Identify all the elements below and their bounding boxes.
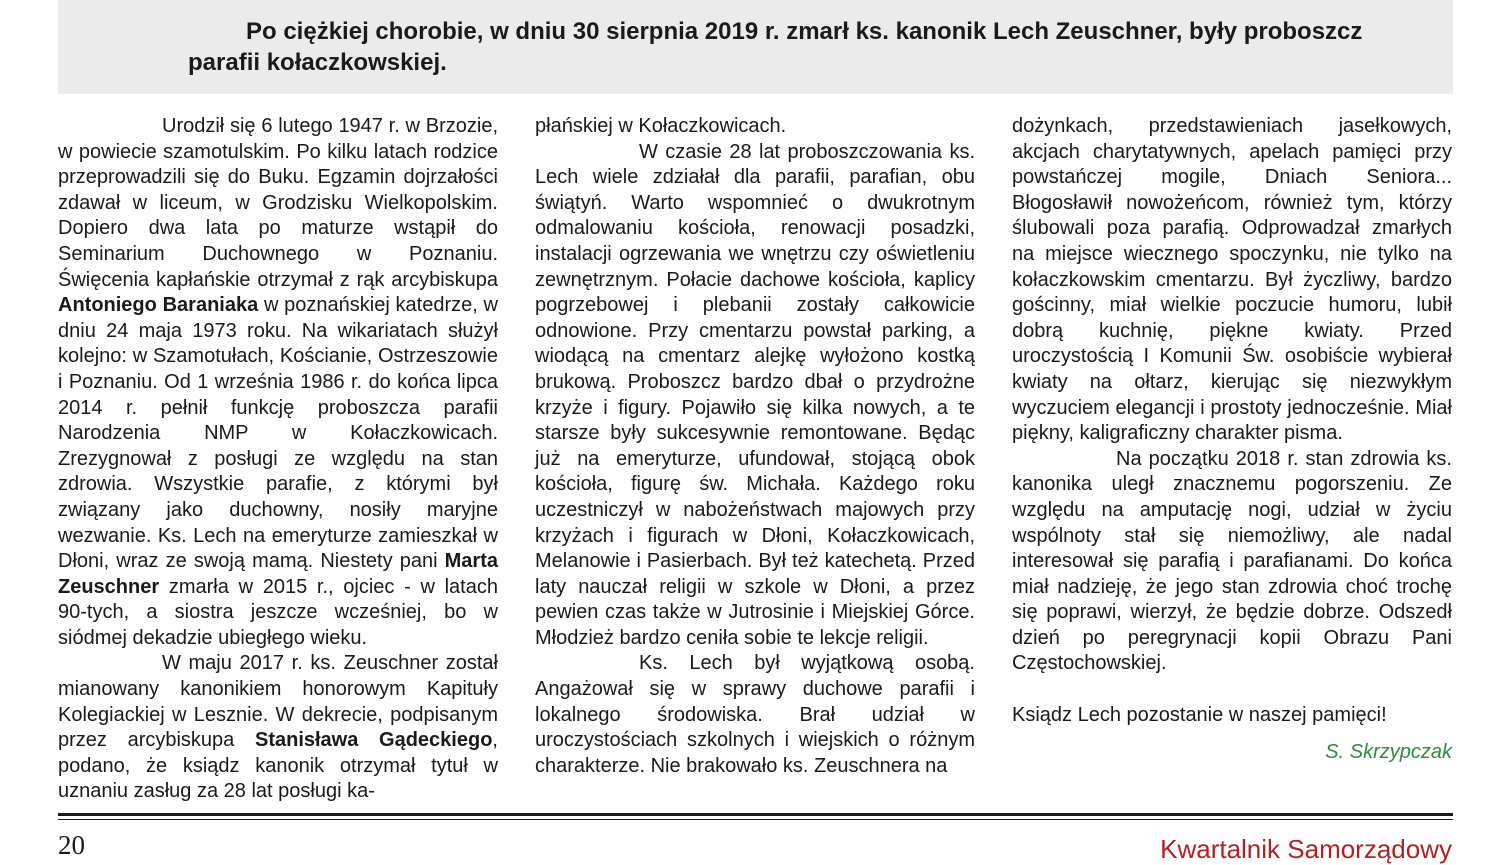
paragraph-continuation: płańskiej w Kołaczkowicach. [535, 115, 787, 137]
paragraph-continuation: dożynkach, przedstawieniach jasełkowych, akcjach charytatywnych, apelach pamięci przy powstańczej mogile, Dniach Seniora... Błogosławił nowożeńcom, również tym, którzy ślubowali poza parafią. Odprowadzał zmarłych na miejsce wiecznego spoczynku, nie tylko na kołaczkowskim cmentarzu. Był życzliwy, bardzo gościnny, miał wielkie poczucie humoru, lubił dobrą kuchnię, piękne kwiaty. Przed uroczystością I Komunii Św. osobiście wybierał kwiaty na ołtarz, kierując się niezwykłym wyczuciem elegancji i prostoty jednocześnie. Miał piękny, kaligraficzny charakter pisma. [1012, 115, 1452, 445]
closing-line: Ksiądz Lech pozostanie w naszej pamięci! [1012, 703, 1387, 726]
paragraph-achievements: W czasie 28 lat proboszczowania ks. Lech wiele zdziałał dla parafii, parafian, obu świątyń. Warto wspomnieć o dwukrotnym odmalowaniu kościoła, renowacji posadzki, instalacji ogrzewania we wnętrzu czy oświetleniu zewnętrznym. Połacie dachowe kościoła, kaplicy pogrzebowej i plebanii zostały całkowicie odnowione. Przy cmentarzu powstał parking, a wiodącą na cmentarz alejkę wyłożono kostką brukową. Proboszcz bardzo dbał o przydrożne krzyże i figury. Pojawiło się kilka nowych, a te starsze były sukcesywnie remontowane. Będąc już na emeryturze, ufundował, stojącą obok kościoła, figurę św. Michała. Każdego roku uczestniczył w nabożeństwach majowych przy krzyżach i figurach w Dłoni, Kołaczkowicach, Melanowie i Pasierbach. Był też katechetą. Przed laty nauczał religii w szkole w Dłoni, a przez pewien czas także w Jutrosinie i Miejskiej Górce. Młodzież bardzo ceniła sobie te lekcje religii. [535, 140, 975, 649]
article-column-1 [58, 114, 498, 805]
bold-name: Stanisława Gądeckiego [254, 729, 493, 752]
text-run: zmarła w 2015 r., ojciec - w latach 90-tych, a siostra jeszcze wcześniej, bo w siódmej dekadzie ubiegłego wieku. [58, 575, 498, 649]
page-number: 20 [58, 830, 85, 860]
headline-box [58, 0, 1453, 94]
text-run: w poznańskiej katedrze, w dniu 24 maja 1973 roku. Na wikariatach służył kolejno: w Szamotułach, Kościanie, Ostrzeszowie i Poznaniu. Od 1 września 1986 r. do końca lipca 2014 r. pełnił funkcję proboszcza parafii Narodzenia NMP w Kołaczkowicach. Zrezygnował z posługi ze względu na stan zdrowia. Wszystkie parafie, z którymi był związany jako duchowny, nosiły maryjne wezwanie. Ks. Lech na emeryturze zamieszkał w Dłoni, wraz ze swoją mamą. Niestety pani [58, 294, 498, 573]
paragraph-character: Ks. Lech był wyjątkową osobą. Angażował się w sprawy duchowe parafii i lokalnego środowiska. Brał udział w uroczystościach szkolnych i wiejskich o różnym charakterze. Nie brakowało ks. Zeuschnera na [535, 652, 975, 777]
footer-rule [58, 813, 1453, 816]
author-signature: S. Skrzypczak [1325, 741, 1452, 764]
paragraph-biography [58, 114, 498, 651]
paragraph-health: Na początku 2018 r. stan zdrowia ks. kanonika uległ znacznemu pogorszeniu. Ze względu na amputację nogi, udział w życiu wspólnoty stał się niemożliwy, ale nadal interesował się parafią i parafianami. Do końca miał nadzieję, że jego stan zdrowia choć trochę się poprawi, wierzył, że będzie dobrze. Odszedł dzień po peregrynacji kopii Obrazu Pani Częstochowskiej. [1012, 447, 1452, 675]
bold-name: Marta Zeuschner [58, 550, 498, 598]
text-run: W maju 2017 r. ks. Zeuschner został mianowany kanonikiem honorowym Kapituły Kolegiackiej w Lesznie. W dekrecie, podpisanym przez arcybiskupa [58, 652, 498, 752]
paragraph-canon [58, 651, 498, 805]
headline: Po ciężkiej chorobie, w dniu 30 sierpnia 2019 r. zmarł ks. kanonik Lech Zeuschner, były proboszcz parafii kołaczkowskiej. [188, 18, 1363, 76]
bold-name: Antoniego Baraniaka [58, 294, 259, 317]
article-column-3 [1012, 114, 1452, 766]
journal-title: Kwartalnik Samorządowy [1160, 834, 1452, 864]
text-run: Urodził się 6 lutego 1947 r. w Brzozie, w powiecie szamotulskim. Po kilku latach rodzice przeprowadzili się do Buku. Egzamin dojrzałości zdawał w liceum, w Grodzisku Wielkopolskim. Dopiero dwa lata po maturze wstąpił do Seminarium Duchownego w Poznaniu. Święcenia kapłańskie otrzymał z rąk arcybiskupa [58, 115, 498, 291]
footer-rule-thin [58, 819, 1453, 820]
spacer [1012, 677, 1452, 703]
text-run: , podano, że ksiądz kanonik otrzymał tytuł w uznaniu zasług za 28 lat posługi ka- [58, 729, 498, 803]
article-column-2 [535, 114, 975, 779]
